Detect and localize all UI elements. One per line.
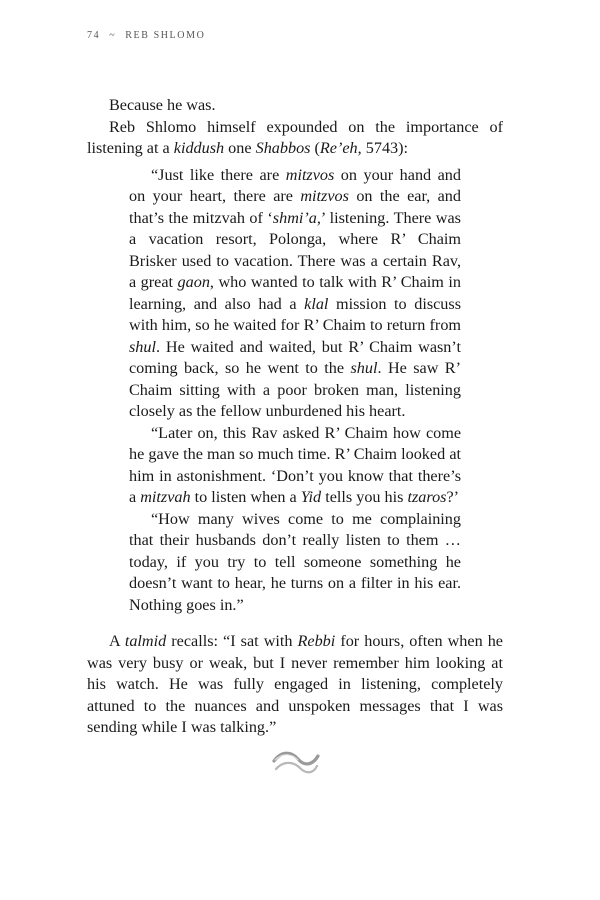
text-run: , 5743): bbox=[357, 139, 409, 157]
text-run: tells you his bbox=[321, 488, 408, 506]
paragraph-lead-in bbox=[87, 117, 503, 160]
italic-term: tzaros bbox=[407, 488, 447, 506]
block-quote bbox=[129, 165, 461, 617]
italic-term: shul bbox=[129, 337, 156, 356]
italic-term: mitzvos bbox=[285, 165, 335, 184]
paragraph-intro: Because he was. bbox=[109, 96, 216, 114]
italic-term: mitzvos bbox=[300, 187, 349, 205]
italic-term: Shabbos bbox=[255, 139, 311, 157]
quote-paragraph-3: “How many wives come to me complaining that their husbands don’t really listen to them … today, if you try to tell someone something he doesn’t want to hear, he turns on a filter in his ear. Nothing goes in.” bbox=[129, 509, 461, 614]
text-run: mission to discuss with him, so he waited for R’ Chaim to return from bbox=[129, 294, 462, 334]
italic-term: klal bbox=[304, 294, 329, 313]
italic-term: kiddush bbox=[173, 139, 225, 157]
italic-term: Rebbi bbox=[297, 632, 336, 650]
tilde-flourish-icon bbox=[270, 748, 322, 778]
text-run: one bbox=[224, 139, 256, 157]
text-run: . He saw R’ Chaim sitting with a poor broken man, listening closely as the fellow unburdened his heart. bbox=[129, 359, 461, 420]
text-run: ( bbox=[310, 139, 320, 157]
running-head bbox=[87, 30, 205, 41]
page-number: 74 bbox=[87, 30, 101, 41]
italic-term: Yid bbox=[300, 488, 322, 506]
italic-term: Re’eh bbox=[319, 139, 358, 157]
quote-paragraph-2 bbox=[129, 423, 461, 509]
header-separator: ~ bbox=[109, 30, 117, 41]
body-text bbox=[87, 95, 503, 739]
text-run: A bbox=[109, 632, 125, 650]
text-run: recalls: “I sat with bbox=[166, 632, 298, 650]
running-title: REB SHLOMO bbox=[125, 30, 206, 41]
italic-term: talmid bbox=[124, 632, 167, 650]
italic-term: gaon bbox=[177, 273, 210, 291]
text-run: “Later on, this Rav asked R’ Chaim how come he gave the man so much time. R’ Chaim looked at him in astonishment. ‘Don’t you know that there’s a bbox=[129, 423, 461, 506]
text-run: . He waited and waited, but R’ Chaim wasn’t coming back, so he went to the bbox=[129, 337, 461, 377]
text-run: on the ear, and that’s the mitzvah of ‘ bbox=[129, 187, 461, 227]
text-run: for hours, often when he was very busy or weak, but I never remember him looking at his watch. He was fully engaged in listening, completely attuned to the nuances and unspoken messages that I was sending while I was talking.” bbox=[87, 632, 503, 736]
text-run: on your hand and on your heart, there are bbox=[129, 165, 461, 205]
text-run: to listen when a bbox=[190, 488, 301, 506]
paragraph-closing bbox=[87, 631, 503, 739]
quote-paragraph-1 bbox=[129, 165, 461, 423]
text-run: Reb Shlomo himself expounded on the importance of listening at a bbox=[87, 117, 503, 157]
italic-term: shmi’a bbox=[272, 208, 317, 227]
text-run: ?’ bbox=[446, 488, 460, 506]
italic-term: mitzvah bbox=[140, 488, 191, 506]
text-run: “Just like there are bbox=[151, 165, 286, 184]
text-run: , who wanted to talk with R’ Chaim in learning, and also had a bbox=[129, 273, 461, 313]
italic-term: shul bbox=[350, 359, 378, 377]
text-run: ,’ listening. There was a vacation resort, Polonga, where R’ Chaim Brisker used to vacation. There was a certain Rav, a great bbox=[129, 208, 461, 291]
